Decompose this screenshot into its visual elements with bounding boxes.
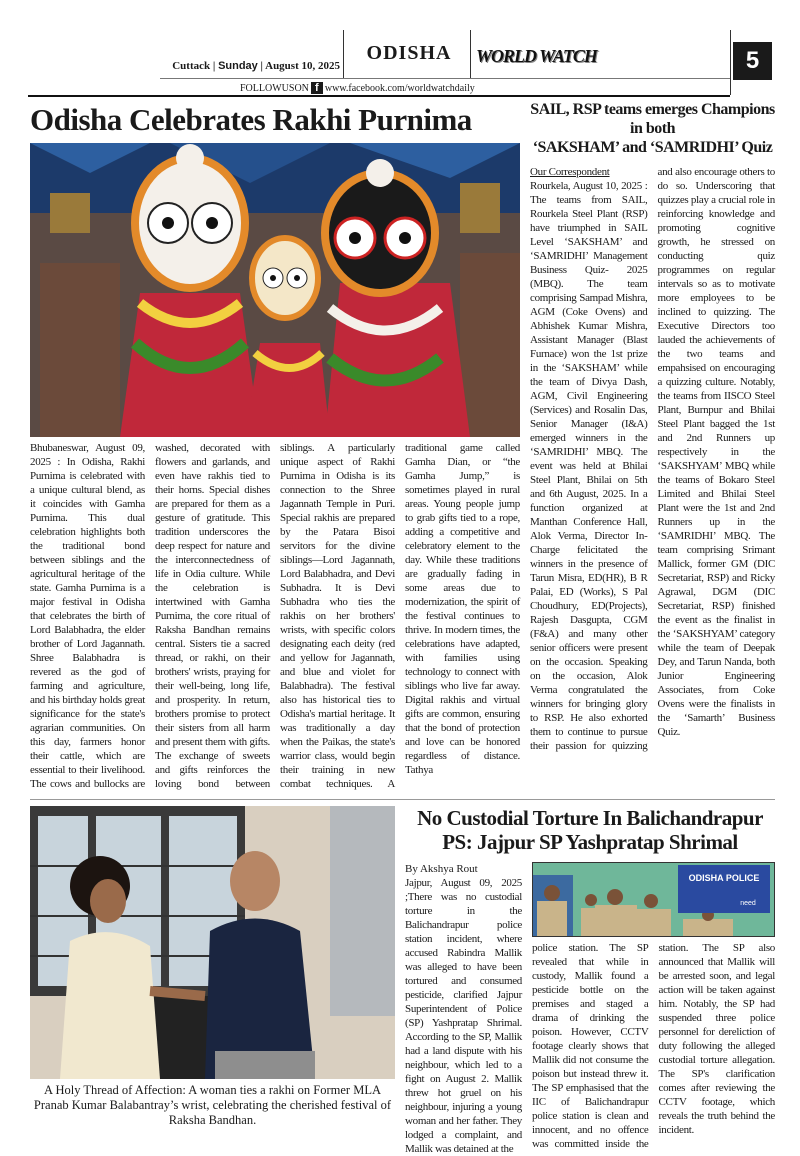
sail-article-body: Rourkela, August 10, 2025 : The teams from SAIL, Rourkela Steel Plant (RSP) have triumphed in SAIL Level ‘SAKSHAM’ and ‘SAMRIDHI’ Management Business Quiz- 2025 (MBQ). The team comprising Sampad Mishra, AGM (Coke Ovens) and Abhishek Kumar Mishra, Assistant Manager (Blast Furnace) won the 1st prize in the ‘SAKSHAM’ while the team of Divya Dash, AGM, Civil Engineering (Services) and Rosalin Das, Senior Manager (I&A) emerged winners in the ‘SAMRIDHI’ MBQ. The event was held at Bhilai Steel Plant, Bhilai on 5th and 6th August, 2025. In a function organized at Manthan Conference Hall, Alok Verma, Director In-Charge felicitated the winners in the presence of Tarun Misra, ED(HR), B R Palai, ED (Works), S Pal Choudhury, ED(Projects), Rajesh Dasgupta, CGM (F&A) and many other senior officers were present on the occasion. Speaking on the occasion, Alok Verma congratulated the winners for bringing glory to RSP. He also exhorted them to continue to pursue their passion for quizzing and also encourage others to do so. Underscoring that quizzes play a crucial role in reinforcing knowledge and promoting cognitive growth, he stressed on conducting quiz programmes on regular intervals so as to motivate more employees to be inclined to quizzing. The Executive Directors too lauded the achievements of the two teams and empahsised on encouraging a quizzing culture. Notably, the teams from IISCO Steel Plant, Burnpur and Bhilai Steel Plant bagged the 1st and 2nd Runners up respectively in the ‘SAKSHYAM’ MBQ while the teams of Bokaro Steel Limited and Bhilai Steel Plant were the 1st and 2nd Runners up in the ‘SAMRIDHI’ MBQ. The team comprising Srimant Mallick, former GM (DIC Secretariat, RSP) and Ricky Agrawal, DGM (DIC Secretariat, RSP) finished the event as the finalist in the ‘SAKSHYAM’ category while the team of Deepak Dey, and Tarun Nanda, both Junior Engineering Associates, from Coke Ovens were the finalists in the ‘Samarth’ Business Quiz.: [530, 166, 775, 752]
police-article-left: [405, 862, 522, 1156]
police-article: [405, 806, 775, 1156]
top-row: [30, 100, 775, 791]
sail-headline: [530, 100, 775, 157]
sail-byline: Our Correspondent: [530, 166, 610, 178]
facebook-link[interactable]: www.facebook.com/worldwatchdaily: [324, 82, 475, 94]
police-article-right: [532, 862, 775, 1151]
bottom-row: [30, 799, 775, 1156]
police-officers-photo: [532, 862, 775, 937]
sail-article-text: [530, 165, 775, 753]
police-sign-subtext: need: [740, 900, 756, 907]
section-name: ODISHA: [366, 42, 452, 64]
sail-headline-line2: ‘SAKSHAM’ and ‘SAMRIDHI’ Quiz: [532, 139, 773, 156]
sail-headline-line1: SAIL, RSP teams emerges Champions in both: [530, 101, 775, 137]
rakhi-article: [30, 100, 520, 791]
police-byline: By Akshya Rout: [405, 863, 478, 875]
dateline: Cuttack | Sunday | August 10, 2025: [172, 60, 340, 72]
page-number: 5: [733, 42, 772, 80]
sail-article: [530, 100, 775, 753]
police-headline: [405, 806, 775, 854]
jagannath-deities-photo: [30, 143, 520, 437]
police-headline-line2: PS: Jajpur SP Yashpratap Shrimal: [442, 830, 738, 854]
police-headline-line1: No Custodial Torture In Balichandrapur: [417, 806, 763, 830]
city: Cuttack: [172, 60, 211, 72]
rakhi-tying-photo: [30, 806, 395, 1079]
police-article-columns: [405, 862, 775, 1156]
police-article-body-2: police station. The SP revealed that while in custody, Mallik found a pesticide bottle on the premises and staged a drama of drinking the poison. However, CCTV footage clearly shows that Mallik did not consume the poison but instead threw it. The SP emphasised that the IIC of Balichandrapur police station is clean and innocent, and no offence was committed inside the station. The SP also announced that Mallik will be arrested soon, and legal action will be taken against him. Notably, the SP had suspended three police personnel for dereliction of duty following the alleged custodial torture allegation. The SP's clarification comes after reviewing the CCTV footage, which reveals the truth behind the incident.: [532, 942, 775, 1150]
rakhi-headline: Odisha Celebrates Rakhi Purnima: [30, 102, 472, 137]
police-article-body-1: Jajpur, August 09, 2025 ;There was no custodial torture in the Balichandrapur police station incident, where accused Rabindra Mallik was alleged to have been tortured and consumed pesticide, clarified Jajpur Superintendent of Police (SP) Yashpratap Shrimal. According to the SP, Mallik had a land dispute with his neighbour, which led to a fight on August 2. Mallik threw hot gruel on his neighbour, injuring a young woman and her father. They lodged a complaint, and Mallik was detained at the: [405, 877, 522, 1155]
rakhi-article-body: Bhubaneswar, August 09, 2025 : In Odisha, Rakhi Purnima is celebrated with a unique cultural blend, as it coincides with Gamha Purnima. This dual celebration highlights both the traditional bond between siblings and the agricultural heritage of the state. Gamha Purnima is a major festival in Odisha that celebrates the birth of Lord Balabhadra, the elder brother of Lord Jagannath. Shree Balabhadra is revered as the god of farming and agriculture, and his birthday holds great significance for the state's agrarian communities. On this day, farmers honor their cattle, which are essential to their livelihood. The cows and bullocks are washed, decorated with flowers and garlands, and even have rakhis tied to their horns. Special dishes are prepared for them as a gesture of gratitude. This tradition underscores the deep respect for nature and the interconnectedness of life in Odia culture. While the celebration is intertwined with Gamha Purnima, the core ritual of Raksha Bandhan remains central. Sisters tie a sacred thread, or rakhi, on their brothers' wrists, praying for their well-being, long life, and prosperity. In return, brothers promise to protect their sisters from all harm and present them with gifts. The exchange of sweets and gifts reinforces the loving bond between siblings. A particularly unique aspect of Rakhi Purnima in Odisha is its connection to the Shree Jagannath Temple in Puri. Special rakhis are prepared by the Patara Bisoi servitors for the divine siblings—Lord Jagannath, Lord Balabhadra, and Devi Subhadra. It is Devi Subhadra who ties the rakhis on her brothers' wrists, with specific colors designating each deity (red and yellow for Jagannath, and blue and violet for Balabhadra). The festival also has historical ties to Odisha's martial heritage. It was traditionally a day when the Paikas, the state's warrior class, would begin their training in new combat techniques. A traditional game called Gamha Dian, or “the Gamha Jump,” is sometimes played in rural areas. Young people jump to grab gifts tied to a rope, adding a competitive and celebratory element to the day. While these traditions are gradually fading in some areas due to modernization, the spirit of the festival continues to thrive. In modern times, the celebrations have adapted, with families using technology to connect with siblings who live far away. Digital rakhis and virtual gifts are common, ensuring that the bond of protection and love can be honored regardless of distance. Tathya: [30, 442, 520, 790]
rakhi-photo-caption: A Holy Thread of Affection: A woman ties a rakhi on Former MLA Pranab Kumar Balabantray’s wrist, celebrating the cherished festival of Raksha Bandhan.: [33, 1083, 392, 1127]
date: August 10, 2025: [265, 60, 340, 72]
facebook-icon: f: [311, 82, 323, 94]
newspaper-logo: WORLD WATCH: [476, 46, 597, 66]
police-sign-text: ODISHA POLICE: [688, 873, 760, 883]
day: Sunday: [218, 60, 258, 72]
follow-label: FOLLOWUSON: [240, 82, 309, 94]
rakhi-photo-block: [30, 806, 395, 1128]
